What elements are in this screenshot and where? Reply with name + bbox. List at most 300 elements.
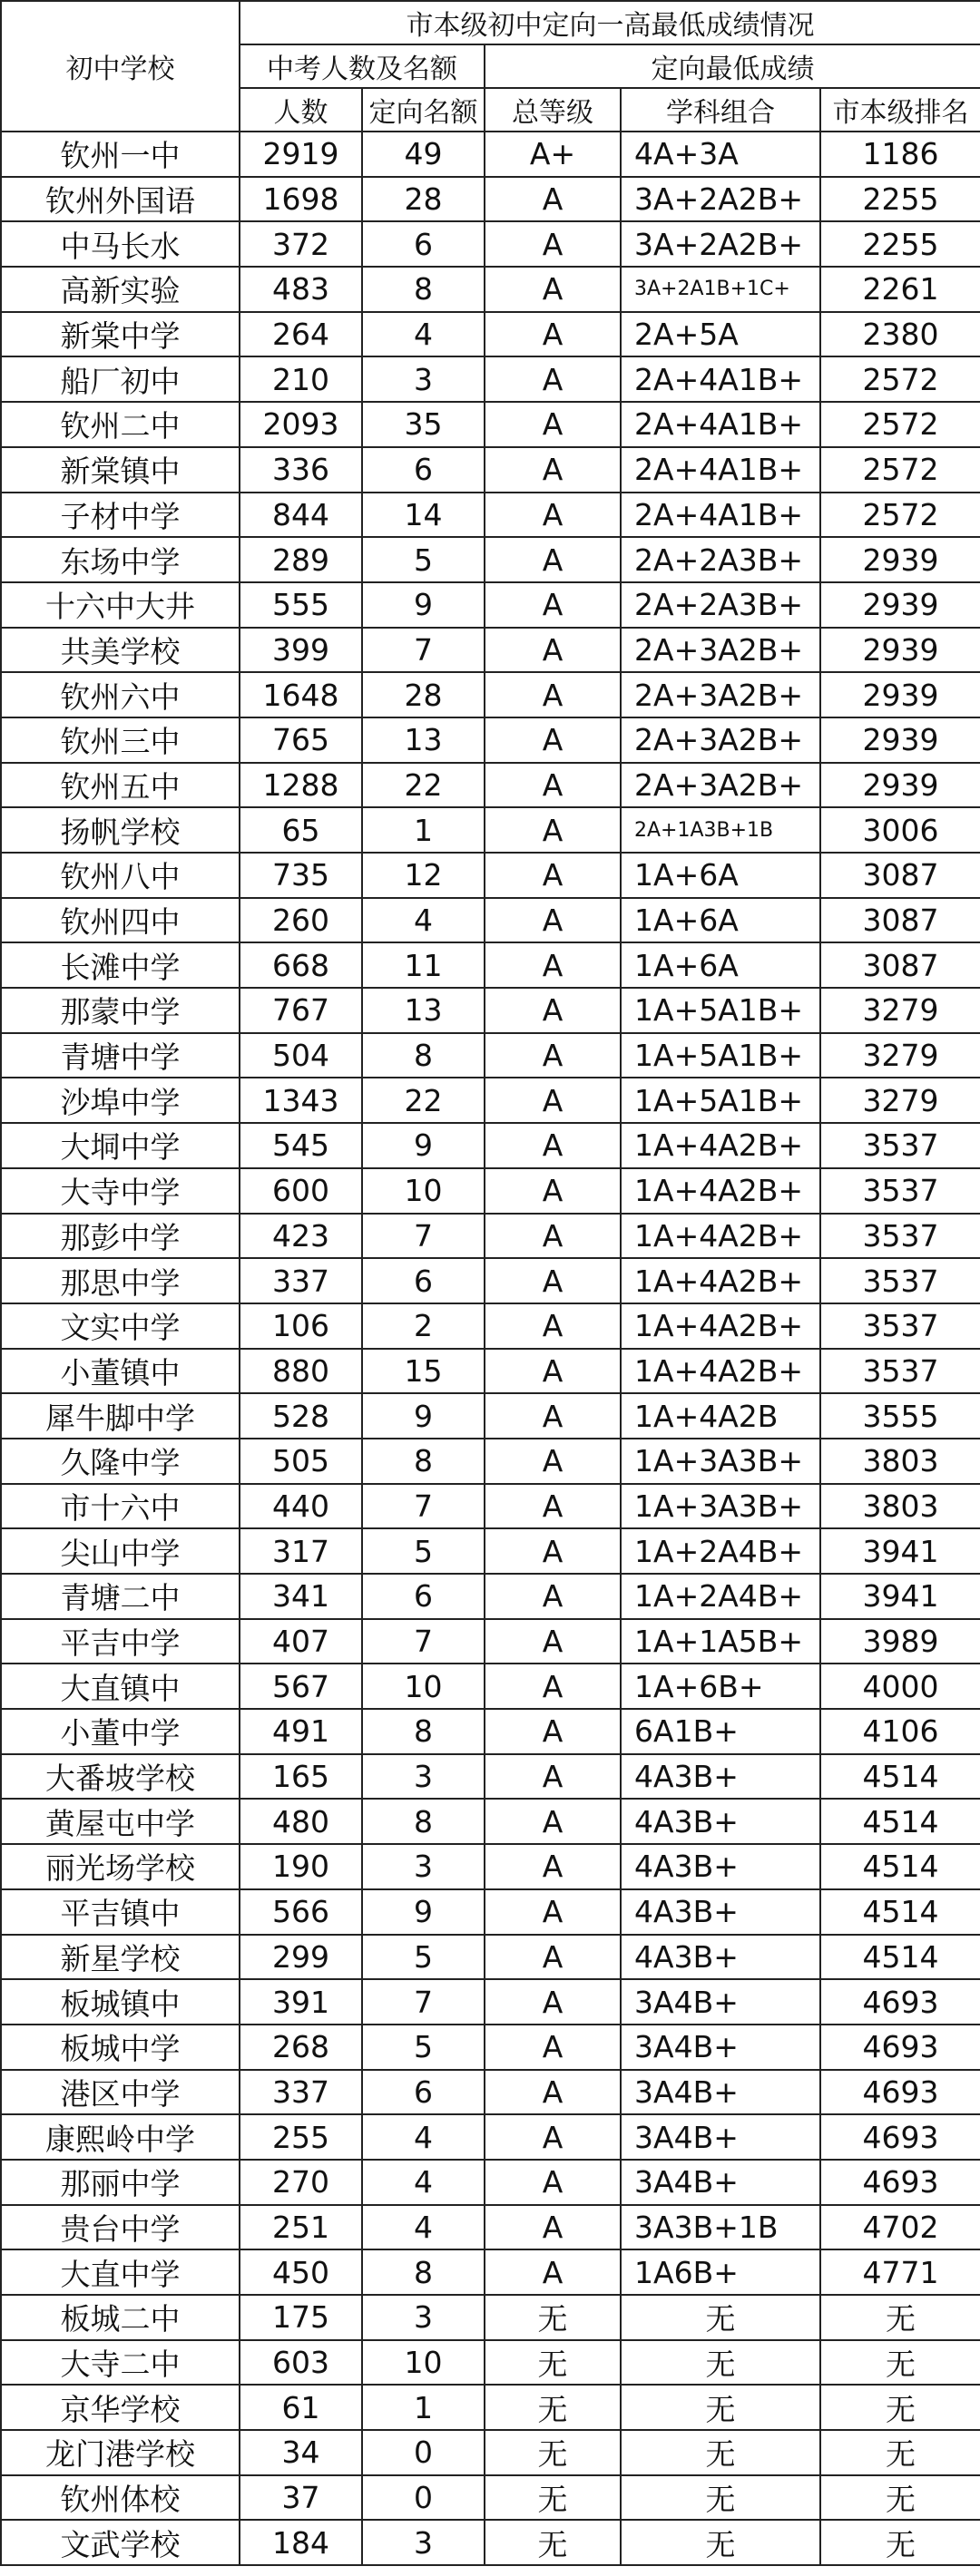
level-cell: A — [485, 1935, 621, 1980]
table-row — [1, 2340, 980, 2386]
people-column-header: 人数 — [240, 88, 362, 132]
rank-cell: 2939 — [820, 582, 980, 628]
table-row — [1, 1123, 980, 1168]
quota-cell: 3 — [362, 356, 485, 402]
rank-cell: 2572 — [820, 493, 980, 538]
table-row — [1, 1078, 980, 1123]
table-row — [1, 1709, 980, 1754]
people-cell: 61 — [240, 2385, 362, 2430]
people-cell: 735 — [240, 853, 362, 898]
rank-cell: 4514 — [820, 1799, 980, 1844]
combo-cell: 1A+5A1B+ — [621, 988, 820, 1033]
people-cell: 528 — [240, 1393, 362, 1439]
level-cell: A — [485, 2025, 621, 2070]
school-cell: 青塘中学 — [1, 1033, 240, 1078]
combo-cell: 1A+2A4B+ — [621, 1574, 820, 1619]
level-cell: A — [485, 447, 621, 493]
people-cell: 767 — [240, 988, 362, 1033]
table-row — [1, 1214, 980, 1259]
quota-cell: 1 — [362, 2385, 485, 2430]
level-cell: A — [485, 1844, 621, 1889]
quota-cell: 3 — [362, 2295, 485, 2340]
school-cell: 新棠中学 — [1, 312, 240, 357]
school-cell: 中马长水 — [1, 221, 240, 267]
combo-cell: 1A+1A5B+ — [621, 1619, 820, 1664]
table-row — [1, 2520, 980, 2565]
rank-cell: 2939 — [820, 763, 980, 808]
combo-cell: 3A4B+ — [621, 2160, 820, 2205]
combo-cell: 2A+5A — [621, 312, 820, 357]
combo-cell: 3A+2A1B+1C+ — [621, 267, 820, 312]
school-cell: 高新实验 — [1, 267, 240, 312]
school-cell: 大寺中学 — [1, 1168, 240, 1214]
rank-cell: 2939 — [820, 628, 980, 673]
table-row — [1, 1393, 980, 1439]
school-cell: 丽光场学校 — [1, 1844, 240, 1889]
level-cell: A — [485, 1123, 621, 1168]
level-cell: A — [485, 853, 621, 898]
school-cell: 沙埠中学 — [1, 1078, 240, 1123]
table-row — [1, 2475, 980, 2521]
rank-cell: 4514 — [820, 1754, 980, 1800]
school-cell: 钦州八中 — [1, 853, 240, 898]
rank-column-header: 市本级排名 — [820, 88, 980, 132]
school-cell: 钦州外国语 — [1, 177, 240, 222]
quota-cell: 9 — [362, 1393, 485, 1439]
school-cell: 市十六中 — [1, 1484, 240, 1529]
combo-cell: 1A+5A1B+ — [621, 1078, 820, 1123]
quota-cell: 15 — [362, 1349, 485, 1394]
rank-cell: 3803 — [820, 1439, 980, 1484]
school-cell: 龙门港学校 — [1, 2430, 240, 2475]
people-cell: 337 — [240, 1258, 362, 1303]
combo-cell: 1A+4A2B+ — [621, 1258, 820, 1303]
school-cell: 新星学校 — [1, 1935, 240, 1980]
people-cell: 668 — [240, 942, 362, 988]
level-cell: A — [485, 1799, 621, 1844]
quota-cell: 0 — [362, 2430, 485, 2475]
combo-cell: 2A+4A1B+ — [621, 402, 820, 447]
combo-cell: 1A6B+ — [621, 2249, 820, 2295]
table-row — [1, 628, 980, 673]
level-cell: A — [485, 1619, 621, 1664]
level-cell: A — [485, 672, 621, 717]
people-cell: 65 — [240, 807, 362, 853]
table-row — [1, 2249, 980, 2295]
level-cell: A — [485, 942, 621, 988]
level-cell: A — [485, 1979, 621, 2025]
combo-cell: 2A+3A2B+ — [621, 717, 820, 763]
rank-cell: 4693 — [820, 1979, 980, 2025]
people-cell: 341 — [240, 1574, 362, 1619]
combo-cell: 4A3B+ — [621, 1799, 820, 1844]
people-cell: 337 — [240, 2070, 362, 2115]
combo-cell: 3A+2A2B+ — [621, 177, 820, 222]
people-cell: 336 — [240, 447, 362, 493]
people-cell: 299 — [240, 1935, 362, 1980]
combo-cell: 2A+4A1B+ — [621, 356, 820, 402]
rank-cell: 4514 — [820, 1889, 980, 1935]
quota-cell: 0 — [362, 2475, 485, 2521]
people-cell: 2093 — [240, 402, 362, 447]
rank-cell: 2572 — [820, 402, 980, 447]
school-cell: 那蒙中学 — [1, 988, 240, 1033]
school-cell: 大番坡学校 — [1, 1754, 240, 1800]
rank-cell: 2939 — [820, 537, 980, 582]
people-cell: 268 — [240, 2025, 362, 2070]
level-cell: A — [485, 717, 621, 763]
table-row — [1, 1303, 980, 1349]
table-row — [1, 1033, 980, 1078]
combo-cell: 1A+4A2B+ — [621, 1214, 820, 1259]
rank-cell: 2255 — [820, 177, 980, 222]
school-cell: 平吉中学 — [1, 1619, 240, 1664]
rank-cell: 4514 — [820, 1844, 980, 1889]
school-cell: 板城中学 — [1, 2025, 240, 2070]
level-cell: A — [485, 1439, 621, 1484]
people-cell: 491 — [240, 1709, 362, 1754]
quota-cell: 1 — [362, 807, 485, 853]
rank-cell: 3537 — [820, 1258, 980, 1303]
table-row — [1, 177, 980, 222]
table-row — [1, 221, 980, 267]
rank-cell: 2572 — [820, 447, 980, 493]
people-cell: 844 — [240, 493, 362, 538]
table-row — [1, 942, 980, 988]
table-row — [1, 1844, 980, 1889]
table-row — [1, 356, 980, 402]
level-cell: A — [485, 356, 621, 402]
enrollment-group-header: 中考人数及名额 — [240, 44, 485, 88]
people-cell: 600 — [240, 1168, 362, 1214]
table-row — [1, 2070, 980, 2115]
combo-cell: 1A+6A — [621, 898, 820, 943]
table-row — [1, 1664, 980, 1709]
level-cell: A — [485, 312, 621, 357]
level-cell: A — [485, 1664, 621, 1709]
people-cell: 1343 — [240, 1078, 362, 1123]
combo-cell: 1A+6B+ — [621, 1664, 820, 1709]
quota-cell: 12 — [362, 853, 485, 898]
combo-cell: 2A+2A3B+ — [621, 537, 820, 582]
people-cell: 270 — [240, 2160, 362, 2205]
quota-column-header: 定向名额 — [362, 88, 485, 132]
table-row — [1, 1799, 980, 1844]
quota-cell: 6 — [362, 2070, 485, 2115]
people-cell: 175 — [240, 2295, 362, 2340]
combo-cell: 4A3B+ — [621, 1754, 820, 1800]
people-cell: 555 — [240, 582, 362, 628]
quota-cell: 9 — [362, 1889, 485, 1935]
people-cell: 2919 — [240, 132, 362, 177]
quota-cell: 9 — [362, 582, 485, 628]
quota-cell: 6 — [362, 1574, 485, 1619]
level-cell: A — [485, 807, 621, 853]
school-column-header: 初中学校 — [1, 1, 240, 132]
combo-cell: 4A3B+ — [621, 1935, 820, 1980]
rank-cell: 4514 — [820, 1935, 980, 1980]
people-cell: 566 — [240, 1889, 362, 1935]
school-cell: 港区中学 — [1, 2070, 240, 2115]
school-cell: 钦州一中 — [1, 132, 240, 177]
people-cell: 440 — [240, 1484, 362, 1529]
level-cell: A — [485, 1214, 621, 1259]
quota-cell: 6 — [362, 221, 485, 267]
quota-cell: 8 — [362, 1439, 485, 1484]
quota-cell: 7 — [362, 1214, 485, 1259]
people-cell: 450 — [240, 2249, 362, 2295]
quota-cell: 5 — [362, 2025, 485, 2070]
group-title: 市本级初中定向一高最低成绩情况 — [240, 1, 980, 44]
level-cell: A — [485, 402, 621, 447]
people-cell: 289 — [240, 537, 362, 582]
people-cell: 391 — [240, 1979, 362, 2025]
people-cell: 1698 — [240, 177, 362, 222]
table-header — [1, 1, 980, 132]
level-cell: A — [485, 1889, 621, 1935]
quota-cell: 10 — [362, 1664, 485, 1709]
school-cell: 黄屋屯中学 — [1, 1799, 240, 1844]
quota-cell: 3 — [362, 1754, 485, 1800]
people-cell: 1648 — [240, 672, 362, 717]
level-cell: A — [485, 898, 621, 943]
rank-cell: 3989 — [820, 1619, 980, 1664]
quota-cell: 4 — [362, 898, 485, 943]
people-cell: 504 — [240, 1033, 362, 1078]
table-row — [1, 898, 980, 943]
table-row — [1, 2205, 980, 2250]
people-cell: 603 — [240, 2340, 362, 2386]
table-row — [1, 2160, 980, 2205]
school-cell: 文武学校 — [1, 2520, 240, 2565]
people-cell: 190 — [240, 1844, 362, 1889]
level-cell: A — [485, 1709, 621, 1754]
people-cell: 317 — [240, 1528, 362, 1574]
table-row — [1, 1528, 980, 1574]
combo-cell: 无 — [621, 2385, 820, 2430]
school-cell: 小董中学 — [1, 1709, 240, 1754]
rank-cell: 4693 — [820, 2114, 980, 2160]
level-cell: A — [485, 1033, 621, 1078]
table-row — [1, 1979, 980, 2025]
rank-cell: 3279 — [820, 988, 980, 1033]
school-cell: 康熙岭中学 — [1, 2114, 240, 2160]
people-cell: 880 — [240, 1349, 362, 1394]
rank-cell: 4106 — [820, 1709, 980, 1754]
combo-cell: 3A3B+1B — [621, 2205, 820, 2250]
combo-cell: 1A+4A2B+ — [621, 1303, 820, 1349]
rank-cell: 3555 — [820, 1393, 980, 1439]
combo-cell: 2A+1A3B+1B — [621, 807, 820, 853]
school-cell: 钦州五中 — [1, 763, 240, 808]
combo-cell: 3A4B+ — [621, 1979, 820, 2025]
people-cell: 372 — [240, 221, 362, 267]
school-cell: 文实中学 — [1, 1303, 240, 1349]
school-cell: 钦州六中 — [1, 672, 240, 717]
table-body — [1, 132, 980, 2565]
people-cell: 184 — [240, 2520, 362, 2565]
combo-cell: 2A+3A2B+ — [621, 763, 820, 808]
table-row — [1, 988, 980, 1033]
combo-cell: 2A+4A1B+ — [621, 493, 820, 538]
quota-cell: 4 — [362, 2205, 485, 2250]
table-row — [1, 402, 980, 447]
people-cell: 255 — [240, 2114, 362, 2160]
rank-cell: 无 — [820, 2430, 980, 2475]
table-row — [1, 2385, 980, 2430]
school-cell: 大垌中学 — [1, 1123, 240, 1168]
quota-cell: 3 — [362, 2520, 485, 2565]
level-cell: 无 — [485, 2475, 621, 2521]
people-cell: 480 — [240, 1799, 362, 1844]
level-cell: A — [485, 493, 621, 538]
table-row — [1, 1258, 980, 1303]
combo-cell: 无 — [621, 2475, 820, 2521]
people-cell: 407 — [240, 1619, 362, 1664]
table-row — [1, 2025, 980, 2070]
combo-cell: 4A3B+ — [621, 1844, 820, 1889]
combo-cell: 3A+2A2B+ — [621, 221, 820, 267]
combo-cell: 2A+4A1B+ — [621, 447, 820, 493]
rank-cell: 3087 — [820, 942, 980, 988]
level-cell: A — [485, 2249, 621, 2295]
school-cell: 贵台中学 — [1, 2205, 240, 2250]
combo-cell: 1A+3A3B+ — [621, 1484, 820, 1529]
combo-cell: 无 — [621, 2520, 820, 2565]
table-row — [1, 2295, 980, 2340]
rank-cell: 3537 — [820, 1214, 980, 1259]
level-cell: A — [485, 1484, 621, 1529]
rank-cell: 3087 — [820, 853, 980, 898]
level-cell: A — [485, 1168, 621, 1214]
table-row — [1, 267, 980, 312]
level-cell: A — [485, 537, 621, 582]
rank-cell: 3279 — [820, 1078, 980, 1123]
quota-cell: 7 — [362, 1484, 485, 1529]
level-cell: 无 — [485, 2385, 621, 2430]
rank-cell: 2572 — [820, 356, 980, 402]
rank-cell: 3537 — [820, 1303, 980, 1349]
table-row — [1, 1484, 980, 1529]
school-cell: 久隆中学 — [1, 1439, 240, 1484]
school-cell: 大寺二中 — [1, 2340, 240, 2386]
level-cell: A — [485, 988, 621, 1033]
quota-cell: 9 — [362, 1123, 485, 1168]
rank-cell: 3537 — [820, 1349, 980, 1394]
table-row — [1, 1619, 980, 1664]
people-cell: 210 — [240, 356, 362, 402]
school-cell: 小董镇中 — [1, 1349, 240, 1394]
rank-cell: 3537 — [820, 1168, 980, 1214]
school-cell: 长滩中学 — [1, 942, 240, 988]
combo-cell: 1A+2A4B+ — [621, 1528, 820, 1574]
quota-cell: 4 — [362, 2114, 485, 2160]
table-row — [1, 447, 980, 493]
rank-cell: 2255 — [820, 221, 980, 267]
level-cell: A — [485, 1528, 621, 1574]
school-cell: 板城镇中 — [1, 1979, 240, 2025]
table-row — [1, 1574, 980, 1619]
people-cell: 1288 — [240, 763, 362, 808]
level-cell: A — [485, 628, 621, 673]
combo-cell: 1A+4A2B+ — [621, 1168, 820, 1214]
rank-cell: 3279 — [820, 1033, 980, 1078]
table-row — [1, 2430, 980, 2475]
level-cell: A — [485, 2160, 621, 2205]
school-cell: 新棠镇中 — [1, 447, 240, 493]
quota-cell: 7 — [362, 1619, 485, 1664]
level-cell: 无 — [485, 2295, 621, 2340]
people-cell: 545 — [240, 1123, 362, 1168]
school-cell: 犀牛脚中学 — [1, 1393, 240, 1439]
quota-cell: 8 — [362, 1709, 485, 1754]
school-cell: 船厂初中 — [1, 356, 240, 402]
quota-cell: 7 — [362, 628, 485, 673]
level-cell: A — [485, 2205, 621, 2250]
combo-cell: 4A+3A — [621, 132, 820, 177]
quota-cell: 8 — [362, 2249, 485, 2295]
level-cell: A — [485, 221, 621, 267]
level-cell: A — [485, 1078, 621, 1123]
level-cell: A — [485, 177, 621, 222]
rank-cell: 2380 — [820, 312, 980, 357]
people-cell: 37 — [240, 2475, 362, 2521]
people-cell: 34 — [240, 2430, 362, 2475]
level-cell: A — [485, 1303, 621, 1349]
combo-cell: 无 — [621, 2340, 820, 2386]
combo-cell: 6A1B+ — [621, 1709, 820, 1754]
quota-cell: 22 — [362, 1078, 485, 1123]
table-row — [1, 493, 980, 538]
school-cell: 板城二中 — [1, 2295, 240, 2340]
combo-column-header: 学科组合 — [621, 88, 820, 132]
rank-cell: 3941 — [820, 1528, 980, 1574]
rank-cell: 4693 — [820, 2160, 980, 2205]
table-row — [1, 1168, 980, 1214]
school-cell: 东场中学 — [1, 537, 240, 582]
school-cell: 钦州三中 — [1, 717, 240, 763]
quota-cell: 22 — [362, 763, 485, 808]
rank-cell: 4000 — [820, 1664, 980, 1709]
rank-cell: 3803 — [820, 1484, 980, 1529]
quota-cell: 10 — [362, 1168, 485, 1214]
quota-cell: 8 — [362, 1799, 485, 1844]
school-cell: 京华学校 — [1, 2385, 240, 2430]
quota-cell: 5 — [362, 537, 485, 582]
quota-cell: 4 — [362, 312, 485, 357]
rank-cell: 无 — [820, 2520, 980, 2565]
combo-cell: 1A+6A — [621, 942, 820, 988]
school-cell: 那彭中学 — [1, 1214, 240, 1259]
school-cell: 尖山中学 — [1, 1528, 240, 1574]
table-row — [1, 1889, 980, 1935]
quota-cell: 5 — [362, 1935, 485, 1980]
people-cell: 423 — [240, 1214, 362, 1259]
school-cell: 钦州四中 — [1, 898, 240, 943]
rank-cell: 3006 — [820, 807, 980, 853]
combo-cell: 4A3B+ — [621, 1889, 820, 1935]
table-row — [1, 312, 980, 357]
quota-cell: 11 — [362, 942, 485, 988]
level-cell: A — [485, 1754, 621, 1800]
table-row — [1, 807, 980, 853]
level-cell: A — [485, 582, 621, 628]
quota-cell: 6 — [362, 447, 485, 493]
people-cell: 399 — [240, 628, 362, 673]
rank-cell: 3537 — [820, 1123, 980, 1168]
quota-cell: 28 — [362, 672, 485, 717]
level-cell: A — [485, 1349, 621, 1394]
